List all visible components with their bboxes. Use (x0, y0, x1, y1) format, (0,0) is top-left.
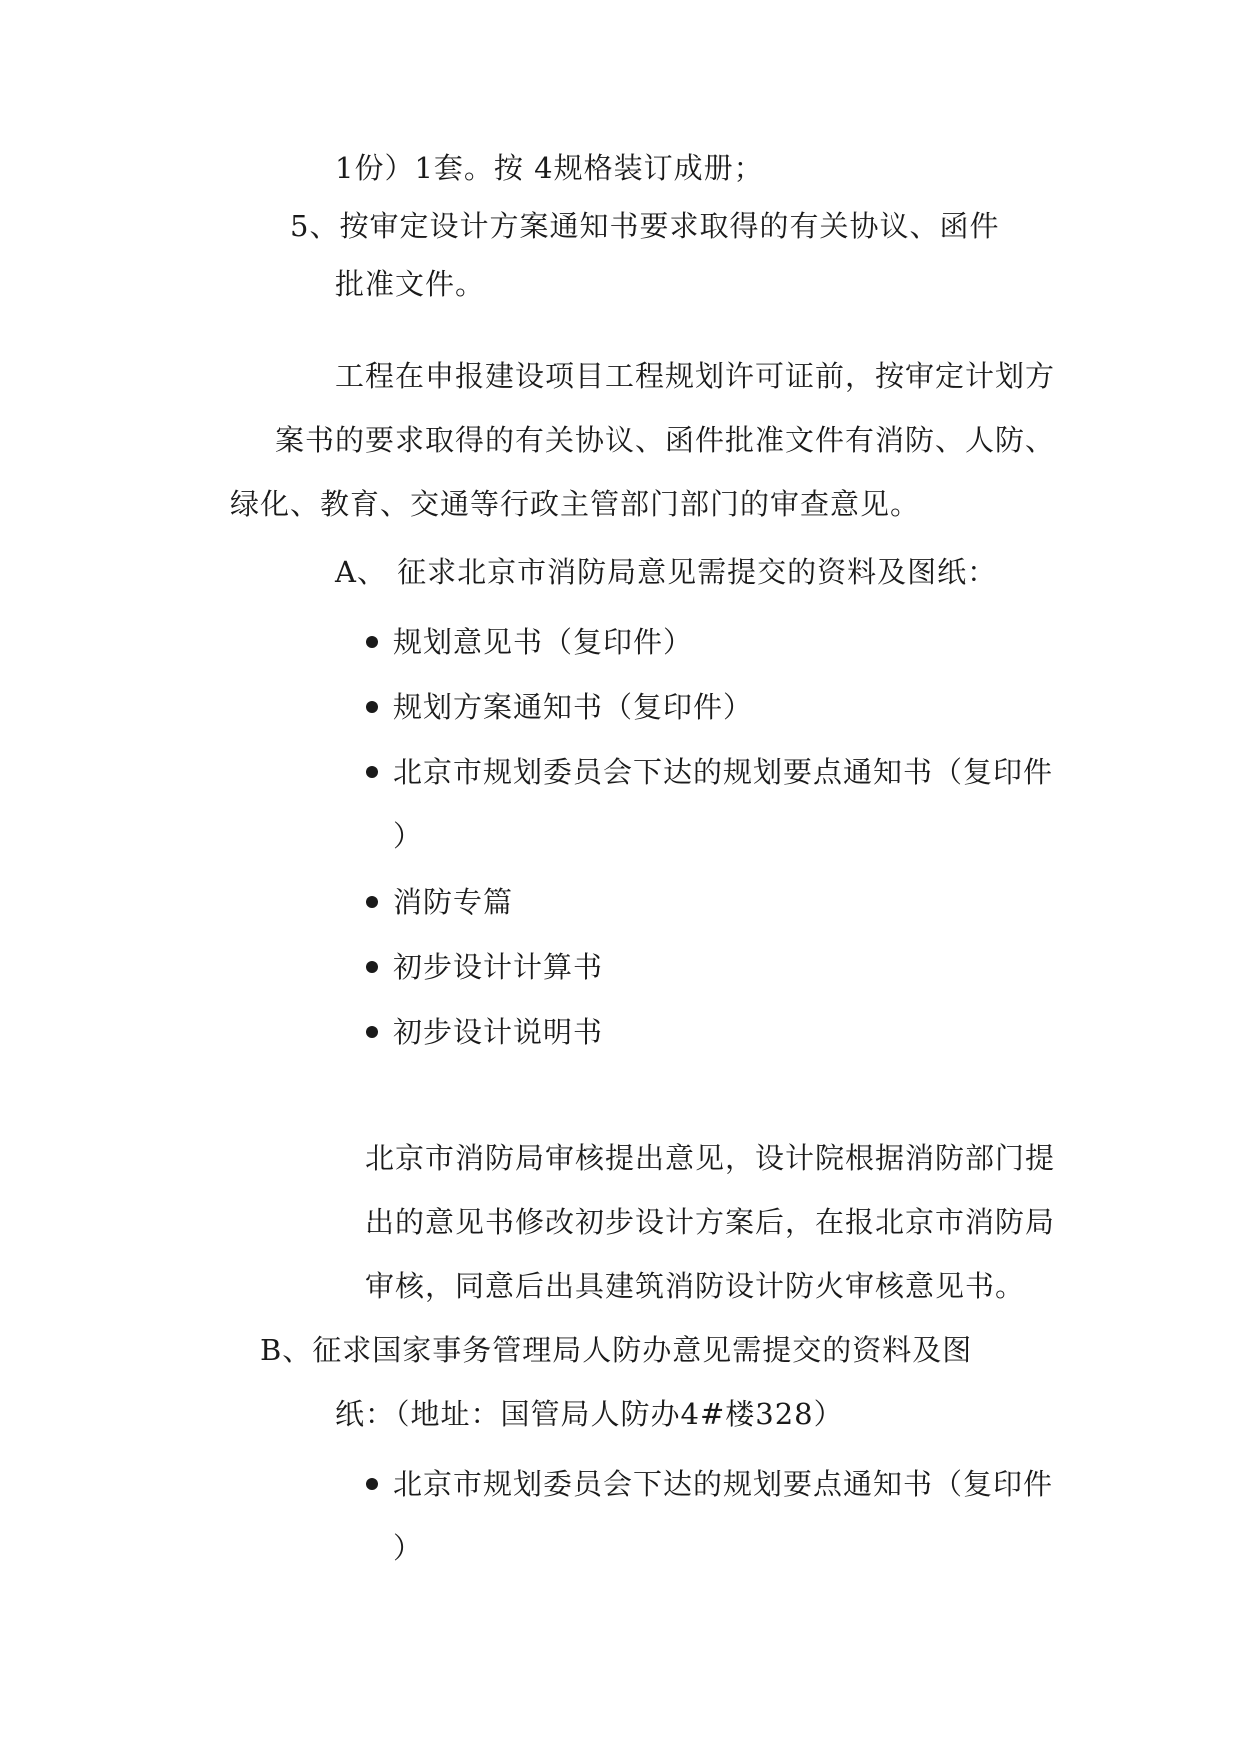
text-line-1: 1份）1套。按 4规格装订成册； (335, 151, 764, 185)
section-b-heading: B、征求国家事务管理局人防办意见需提交的资料及图 (260, 1333, 973, 1367)
bullet-icon (366, 701, 378, 713)
paragraph-line-2: 案书的要求取得的有关协议、函件批准文件有消防、人防、 (275, 423, 1056, 457)
review-paragraph-line-3: 审核，同意后出具建筑消防设计防火审核意见书。 (365, 1269, 1026, 1303)
list-item-continuation: ） (393, 819, 424, 853)
bullet-icon (366, 636, 378, 648)
section-b-heading-continuation: 纸：（地址：国管局人防办4#楼328） (335, 1397, 844, 1431)
bullet-icon (366, 1026, 378, 1038)
text-line-3: 批准文件。 (335, 267, 486, 301)
bullet-icon (366, 766, 378, 778)
list-item: 规划意见书（复印件） (393, 625, 694, 659)
list-item: 消防专篇 (393, 885, 514, 919)
list-item: 北京市规划委员会下达的规划要点通知书（复印件 (393, 755, 1054, 789)
list-item-continuation: ） (393, 1531, 424, 1565)
bullet-icon (366, 961, 378, 973)
section-a-heading: A、 征求北京市消防局意见需提交的资料及图纸： (335, 555, 998, 589)
review-paragraph-line-2: 出的意见书修改初步设计方案后，在报北京市消防局 (365, 1205, 1056, 1239)
list-item: 规划方案通知书（复印件） (393, 690, 754, 724)
list-item: 北京市规划委员会下达的规划要点通知书（复印件 (393, 1467, 1054, 1501)
paragraph-line-3: 绿化、教育、交通等行政主管部门部门的审查意见。 (230, 487, 921, 521)
bullet-icon (366, 1478, 378, 1490)
list-item: 初步设计计算书 (393, 950, 604, 984)
paragraph-line-1: 工程在申报建设项目工程规划许可证前，按审定计划方 (335, 359, 1056, 393)
review-paragraph-line-1: 北京市消防局审核提出意见，设计院根据消防部门提 (365, 1141, 1056, 1175)
bullet-icon (366, 896, 378, 908)
item-5-line: 5、按审定设计方案通知书要求取得的有关协议、函件 (290, 209, 1000, 243)
list-item: 初步设计说明书 (393, 1015, 604, 1049)
